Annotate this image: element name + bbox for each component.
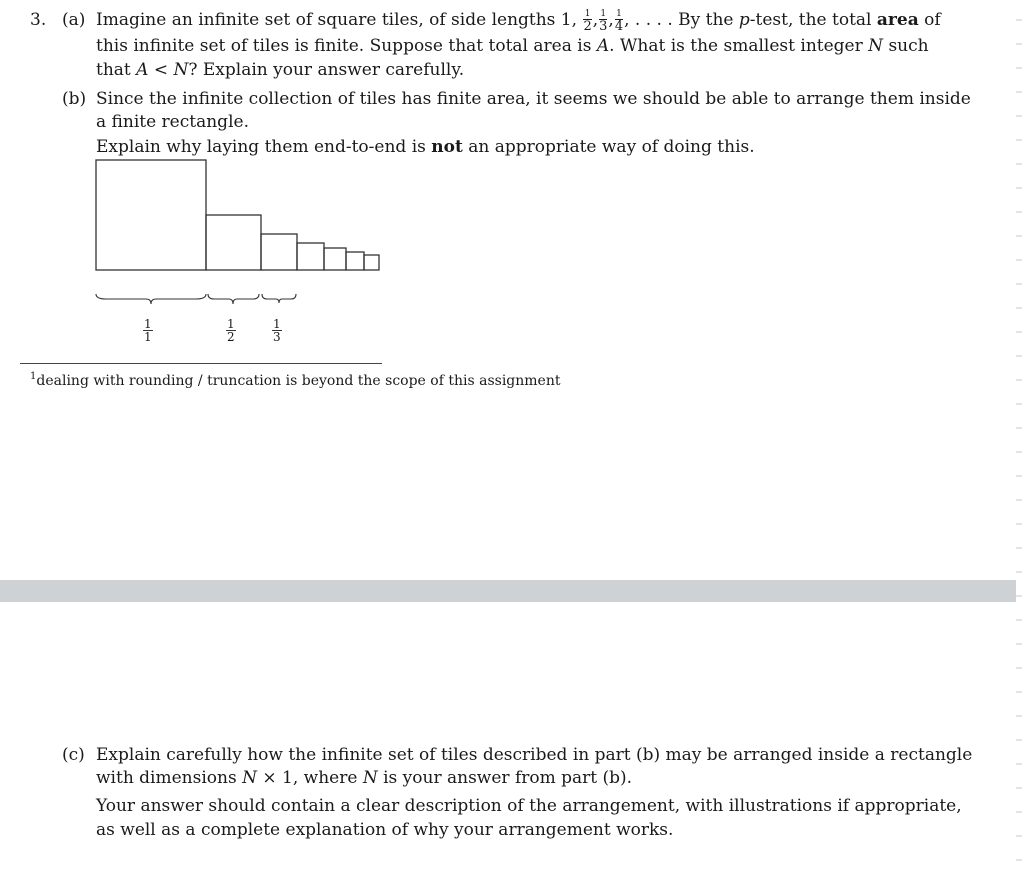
part-b-line3-a: Explain why laying them end-to-end is (96, 137, 426, 157)
footnote (30, 372, 560, 390)
var-N-3: N (242, 768, 257, 788)
tile-5 (324, 248, 346, 270)
part-c-line2-a: with dimensions (96, 768, 237, 788)
var-p: p (738, 10, 750, 30)
label-one-over-two (226, 318, 236, 343)
part-a-line-2 (96, 34, 936, 58)
label-one-over-one (143, 318, 153, 343)
label-3-num: 1 (273, 317, 281, 331)
part-a-line2-b: . What is the smallest integer (609, 36, 863, 56)
part-c-line-2 (96, 766, 936, 790)
tile-6 (346, 252, 364, 270)
label-3-den: 3 (273, 330, 281, 344)
part-a-text-2: By the (678, 10, 734, 30)
part-c-line-1: Explain carefully how the infinite set of tiles described in part (b) may be arranged inside a rectangle (96, 745, 973, 765)
label-2-den: 2 (227, 330, 235, 344)
label-1-num: 1 (144, 317, 152, 331)
part-a-text-1: Imagine an infinite set of square tiles, of side lengths 1, (96, 10, 578, 30)
part-c-line2-b: is your answer from part (b). (383, 768, 633, 788)
part-c-para2-line-2: as well as a complete explanation of why your arrangement works. (96, 820, 674, 840)
footnote-text: dealing with rounding / truncation is beyond the scope of this assignment (36, 373, 561, 389)
brace-1 (96, 294, 206, 304)
right-edge-ticks (1014, 0, 1024, 869)
part-a-label: (a) (62, 10, 86, 30)
brace-3 (262, 294, 296, 303)
var-N-4: N (362, 768, 378, 788)
part-a-text-3: -test, the total (749, 10, 872, 30)
part-b-line-1: Since the infinite collection of tiles has finite area, it seems we should be able to arrange them inside (96, 89, 971, 109)
label-2-num: 1 (227, 317, 235, 331)
label-one-over-three (272, 318, 282, 343)
bold-area: area (876, 10, 919, 30)
part-b-line-2: a finite rectangle. (96, 112, 249, 132)
label-1-den: 1 (144, 330, 152, 344)
page-separator-band (0, 580, 1016, 602)
tile-3 (261, 234, 297, 270)
fraction-one-third: $\frac{1}{3}$ (599, 8, 608, 34)
part-a-line3-a: that (96, 60, 131, 80)
ellipsis: , . . . . (624, 10, 673, 30)
var-A: A (596, 36, 610, 56)
part-b-label: (b) (62, 89, 87, 109)
fraction-one-half: $\frac{1}{2}$ (583, 8, 592, 34)
less-than: < (148, 60, 174, 80)
part-a-line2-c: such (888, 36, 929, 56)
problem-number: 3. (30, 10, 47, 30)
part-b-line3-b: an appropriate way of doing this. (468, 137, 755, 157)
var-N: N (868, 36, 884, 56)
part-a-line-3 (96, 58, 936, 82)
tile-1 (96, 160, 206, 270)
brace-2 (208, 294, 259, 304)
times-one: × 1, where (256, 768, 358, 788)
part-c-label: (c) (62, 745, 85, 765)
footnote-rule (20, 363, 382, 364)
tiles-figure (90, 155, 390, 355)
part-a-text-4: of (924, 10, 941, 30)
part-a-line2-a: this infinite set of tiles is finite. Suppose that total area is (96, 36, 592, 56)
part-a-line3-b: ? Explain your answer carefully. (188, 60, 465, 80)
footnote-mark: 1 (30, 371, 37, 382)
tile-7 (364, 255, 379, 270)
part-a-line-1: Imagine an infinite set of square tiles, of side lengths 1, $\frac{1}{2}$ , $\frac{1}{3}$ , $\frac{1}{4}$ , . . . . By the p-test, the total area of (96, 8, 941, 34)
tile-2 (206, 215, 261, 270)
var-A-2: A (136, 60, 149, 80)
part-c-para2-line-1: Your answer should contain a clear description of the arrangement, with illustrations if appropriate, (96, 796, 962, 816)
tile-4 (297, 243, 324, 270)
var-N-2: N (173, 60, 189, 80)
bold-not: not (431, 137, 463, 157)
fraction-one-quarter: $\frac{1}{4}$ (614, 8, 624, 34)
